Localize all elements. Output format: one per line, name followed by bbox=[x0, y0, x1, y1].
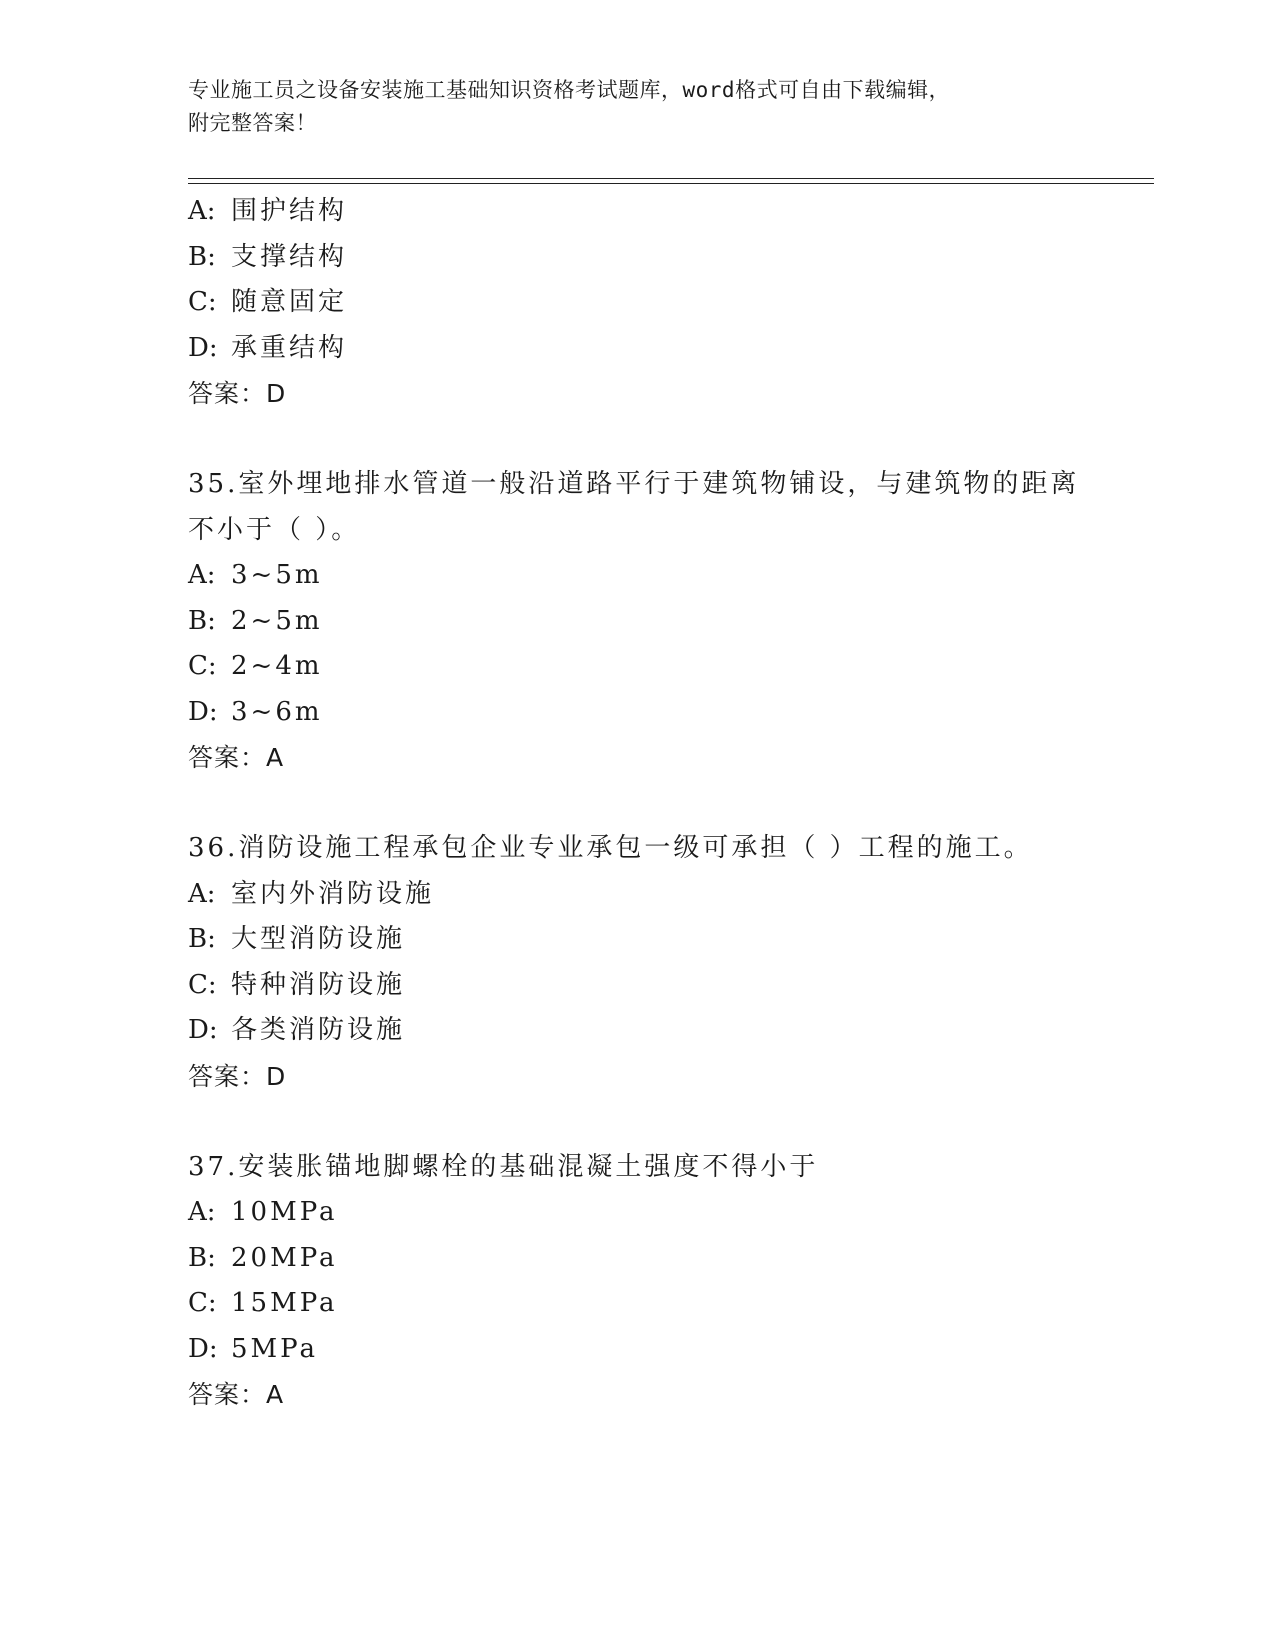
question-stem: 37.安装胀锚地脚螺栓的基础混凝土强度不得小于 bbox=[188, 1151, 819, 1182]
answer-line: 答案：A bbox=[188, 1380, 285, 1409]
option-b: B: 大型消防设施 bbox=[188, 924, 406, 954]
option-d: D: 5MPa bbox=[188, 1333, 318, 1364]
spacer bbox=[188, 781, 1148, 827]
header-line-2: 附完整答案！ bbox=[188, 111, 317, 135]
question-stem: 36.消防设施工程承包企业专业承包一级可承担（ ）工程的施工。 bbox=[188, 833, 1033, 863]
option-d: D: 3~6m bbox=[188, 696, 323, 727]
option-c: C: 15MPa bbox=[188, 1288, 338, 1318]
document-header bbox=[188, 74, 1088, 140]
question-37 bbox=[188, 1145, 1148, 1418]
option-a: A: 围护结构 bbox=[188, 196, 348, 226]
option-a: A: 10MPa bbox=[188, 1197, 338, 1227]
spacer bbox=[188, 417, 1148, 463]
option-c: C: 2~4m bbox=[188, 651, 323, 681]
header-divider-top bbox=[188, 178, 1154, 179]
option-a: A: 室内外消防设施 bbox=[188, 878, 435, 909]
question-list bbox=[188, 189, 1148, 1418]
answer-line: 答案：D bbox=[188, 379, 287, 408]
option-d: D: 承重结构 bbox=[188, 332, 348, 363]
answer-line: 答案：D bbox=[188, 1061, 287, 1091]
question-36 bbox=[188, 826, 1148, 1099]
spacer bbox=[188, 1099, 1148, 1145]
header-line-1: 专业施工员之设备安装施工基础知识资格考试题库，word格式可自由下载编辑， bbox=[188, 78, 951, 102]
option-d: D: 各类消防设施 bbox=[188, 1015, 406, 1045]
option-c: C: 特种消防设施 bbox=[188, 969, 406, 1000]
option-a: A: 3~5m bbox=[188, 560, 323, 590]
header-divider-bottom bbox=[188, 183, 1154, 184]
question-34 bbox=[188, 189, 1148, 417]
question-35 bbox=[188, 462, 1148, 781]
option-b: B: 20MPa bbox=[188, 1242, 338, 1273]
option-b: B: 支撑结构 bbox=[188, 241, 348, 272]
option-b: B: 2~5m bbox=[188, 605, 323, 636]
question-stem-continued: 不小于（ ）。 bbox=[188, 514, 361, 545]
option-c: C: 随意固定 bbox=[188, 287, 348, 317]
question-stem: 35.室外埋地排水管道一般沿道路平行于建筑物铺设，与建筑物的距离 bbox=[188, 469, 1080, 499]
answer-line: 答案：A bbox=[188, 743, 285, 772]
